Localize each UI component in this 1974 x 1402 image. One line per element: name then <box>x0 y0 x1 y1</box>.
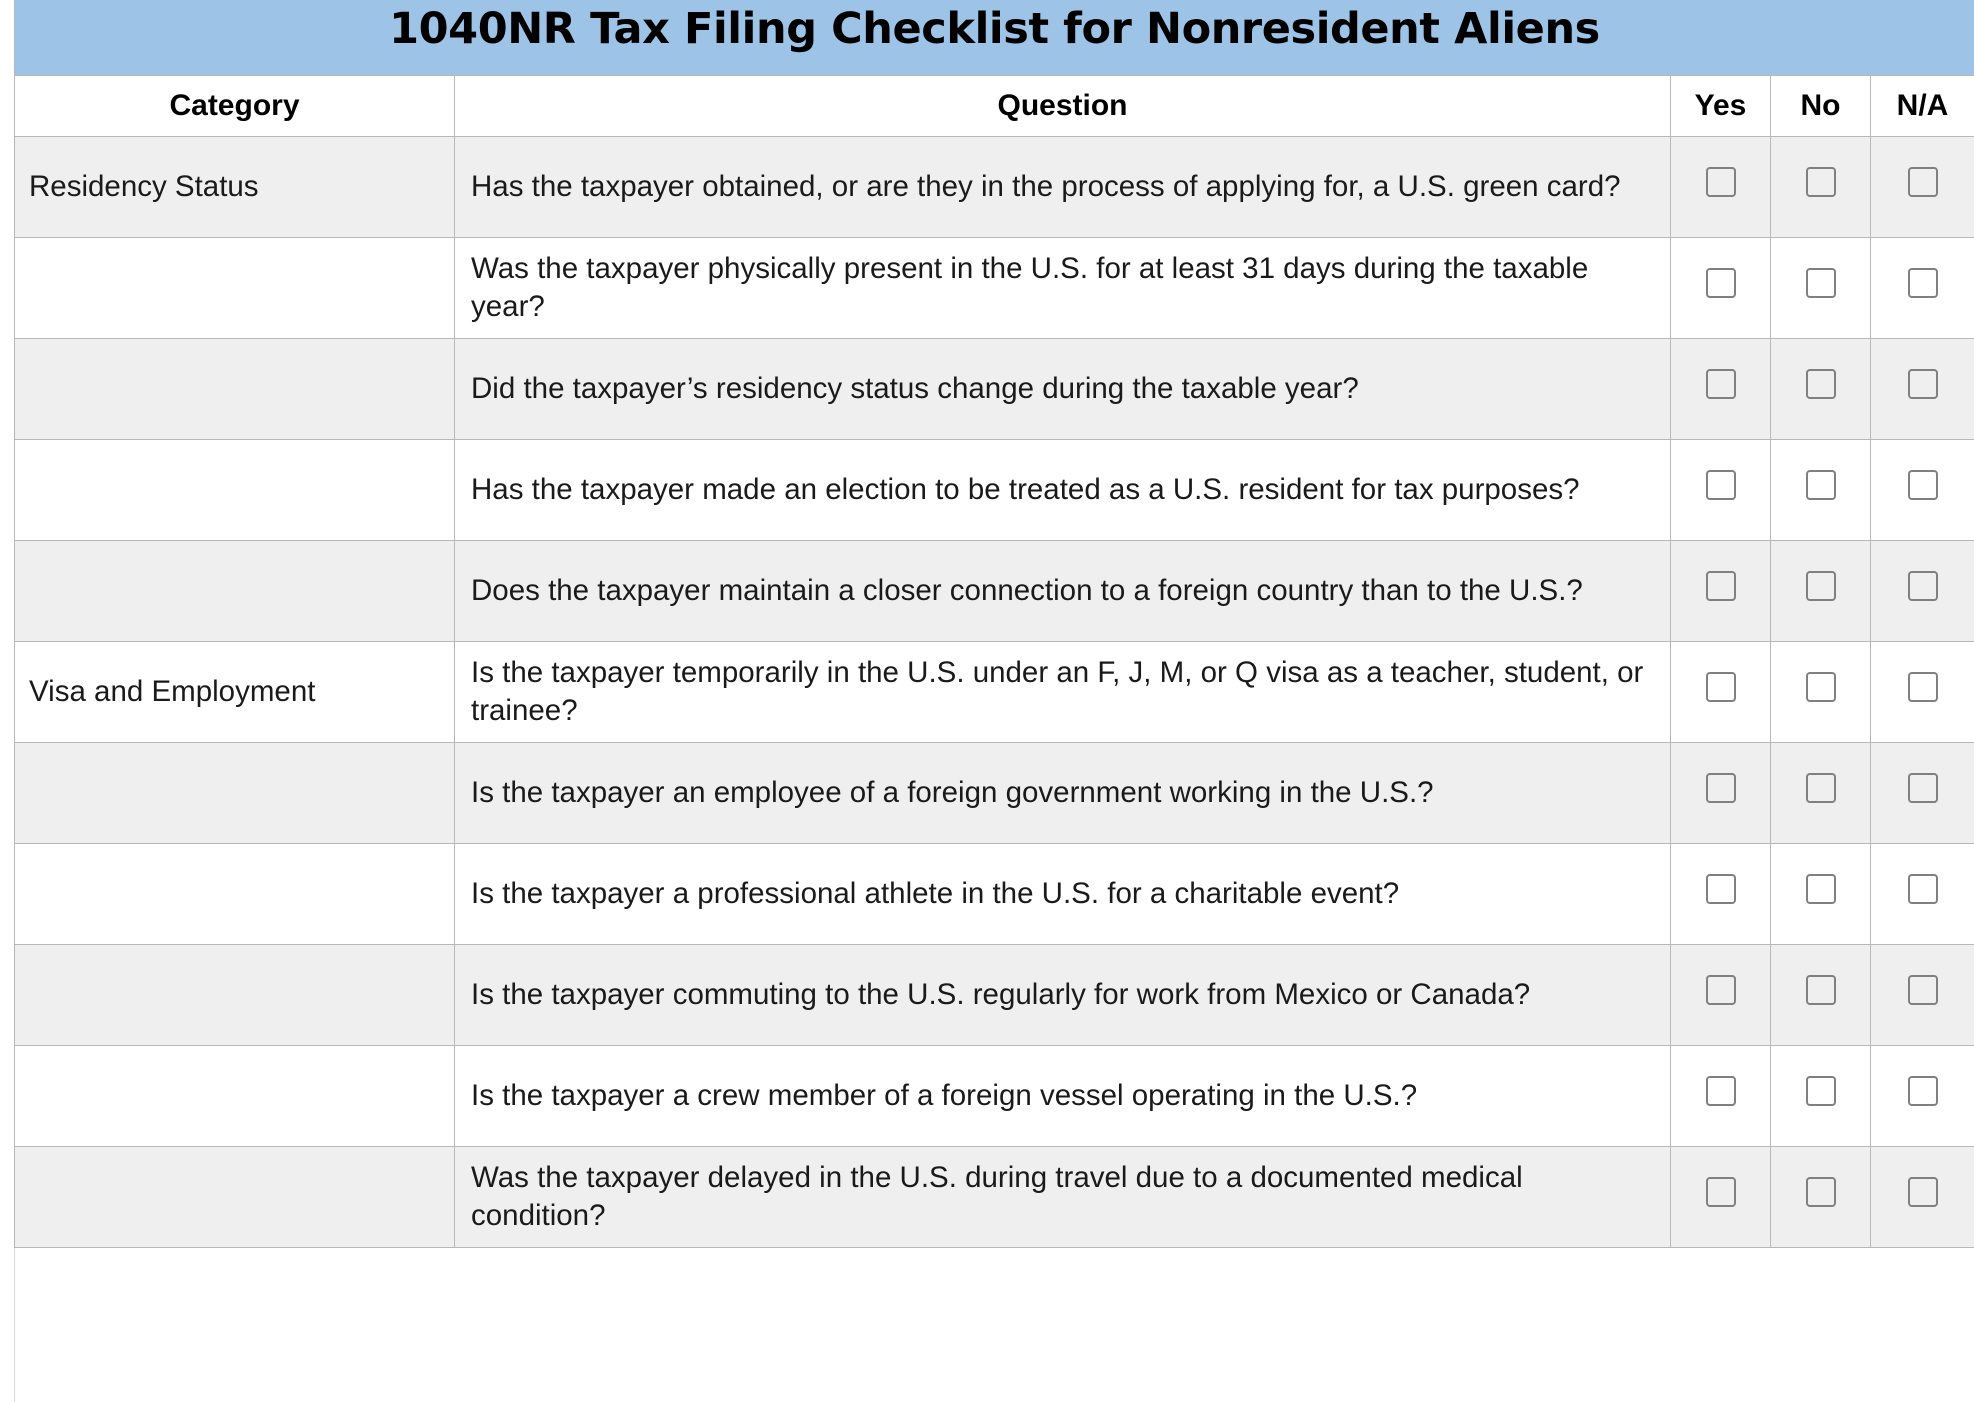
checkbox-na[interactable] <box>1908 773 1938 803</box>
table-row <box>15 844 1974 945</box>
row-category: Visa and Employment <box>15 642 455 743</box>
row-no-cell[interactable] <box>1771 1046 1871 1147</box>
checkbox-yes[interactable] <box>1706 773 1736 803</box>
table-row <box>15 238 1974 339</box>
row-yes-cell[interactable] <box>1671 339 1771 440</box>
checkbox-yes[interactable] <box>1706 369 1736 399</box>
checkbox-yes[interactable] <box>1706 1076 1736 1106</box>
row-na-cell[interactable] <box>1871 1046 1974 1147</box>
checkbox-na[interactable] <box>1908 571 1938 601</box>
row-yes-cell[interactable] <box>1671 844 1771 945</box>
row-yes-cell[interactable] <box>1671 642 1771 743</box>
row-na-cell[interactable] <box>1871 339 1974 440</box>
row-na-cell[interactable] <box>1871 238 1974 339</box>
row-no-cell[interactable] <box>1771 743 1871 844</box>
checkbox-yes[interactable] <box>1706 167 1736 197</box>
checkbox-na[interactable] <box>1908 268 1938 298</box>
checkbox-yes[interactable] <box>1706 1177 1736 1207</box>
checkbox-yes[interactable] <box>1706 874 1736 904</box>
table-row <box>15 1147 1974 1248</box>
row-question: Does the taxpayer maintain a closer connection to a foreign country than to the U.S.? <box>455 541 1671 642</box>
checkbox-na[interactable] <box>1908 167 1938 197</box>
row-no-cell[interactable] <box>1771 642 1871 743</box>
checkbox-no[interactable] <box>1806 470 1836 500</box>
row-category <box>15 743 455 844</box>
table-row <box>15 339 1974 440</box>
checkbox-yes[interactable] <box>1706 470 1736 500</box>
row-category <box>15 238 455 339</box>
checkbox-no[interactable] <box>1806 167 1836 197</box>
checkbox-no[interactable] <box>1806 1177 1836 1207</box>
row-no-cell[interactable] <box>1771 137 1871 238</box>
checkbox-na[interactable] <box>1908 672 1938 702</box>
row-yes-cell[interactable] <box>1671 440 1771 541</box>
row-na-cell[interactable] <box>1871 743 1974 844</box>
row-no-cell[interactable] <box>1771 1147 1871 1248</box>
row-na-cell[interactable] <box>1871 137 1974 238</box>
row-yes-cell[interactable] <box>1671 1046 1771 1147</box>
row-category <box>15 440 455 541</box>
row-yes-cell[interactable] <box>1671 1147 1771 1248</box>
row-category <box>15 945 455 1046</box>
row-yes-cell[interactable] <box>1671 541 1771 642</box>
row-question: Did the taxpayer’s residency status change during the taxable year? <box>455 339 1671 440</box>
checkbox-yes[interactable] <box>1706 975 1736 1005</box>
table-header-row <box>15 76 1974 137</box>
row-question: Has the taxpayer made an election to be treated as a U.S. resident for tax purposes? <box>455 440 1671 541</box>
row-no-cell[interactable] <box>1771 844 1871 945</box>
table-row <box>15 137 1974 238</box>
column-header-yes: Yes <box>1671 76 1771 137</box>
row-na-cell[interactable] <box>1871 541 1974 642</box>
row-category <box>15 541 455 642</box>
checkbox-no[interactable] <box>1806 672 1836 702</box>
table-row <box>15 945 1974 1046</box>
table-row <box>15 642 1974 743</box>
row-no-cell[interactable] <box>1771 440 1871 541</box>
checkbox-na[interactable] <box>1908 470 1938 500</box>
row-yes-cell[interactable] <box>1671 137 1771 238</box>
row-no-cell[interactable] <box>1771 945 1871 1046</box>
table-row <box>15 743 1974 844</box>
row-no-cell[interactable] <box>1771 541 1871 642</box>
row-question: Is the taxpayer a crew member of a foreign vessel operating in the U.S.? <box>455 1046 1671 1147</box>
row-category <box>15 339 455 440</box>
table-row <box>15 440 1974 541</box>
checkbox-na[interactable] <box>1908 975 1938 1005</box>
checkbox-yes[interactable] <box>1706 571 1736 601</box>
row-no-cell[interactable] <box>1771 339 1871 440</box>
row-question: Was the taxpayer delayed in the U.S. during travel due to a documented medical condition? <box>455 1147 1671 1248</box>
checkbox-no[interactable] <box>1806 571 1836 601</box>
checklist-table <box>14 0 1974 1248</box>
row-category <box>15 844 455 945</box>
checkbox-no[interactable] <box>1806 874 1836 904</box>
checkbox-no[interactable] <box>1806 369 1836 399</box>
row-na-cell[interactable] <box>1871 844 1974 945</box>
row-na-cell[interactable] <box>1871 440 1974 541</box>
column-header-question: Question <box>455 76 1671 137</box>
checkbox-na[interactable] <box>1908 1076 1938 1106</box>
table-row <box>15 541 1974 642</box>
checkbox-yes[interactable] <box>1706 672 1736 702</box>
checkbox-no[interactable] <box>1806 773 1836 803</box>
table-row <box>15 1046 1974 1147</box>
checkbox-no[interactable] <box>1806 268 1836 298</box>
row-question: Is the taxpayer an employee of a foreign government working in the U.S.? <box>455 743 1671 844</box>
row-yes-cell[interactable] <box>1671 238 1771 339</box>
row-category <box>15 1147 455 1248</box>
document-title-row <box>15 0 1974 76</box>
checkbox-na[interactable] <box>1908 874 1938 904</box>
column-header-na: N/A <box>1871 76 1974 137</box>
row-category: Residency Status <box>15 137 455 238</box>
column-header-no: No <box>1771 76 1871 137</box>
row-question: Is the taxpayer commuting to the U.S. regularly for work from Mexico or Canada? <box>455 945 1671 1046</box>
row-category <box>15 1046 455 1147</box>
row-na-cell[interactable] <box>1871 1147 1974 1248</box>
row-na-cell[interactable] <box>1871 945 1974 1046</box>
checkbox-na[interactable] <box>1908 369 1938 399</box>
row-yes-cell[interactable] <box>1671 743 1771 844</box>
row-na-cell[interactable] <box>1871 642 1974 743</box>
checkbox-no[interactable] <box>1806 1076 1836 1106</box>
column-header-category: Category <box>15 76 455 137</box>
row-yes-cell[interactable] <box>1671 945 1771 1046</box>
row-question: Is the taxpayer temporarily in the U.S. under an F, J, M, or Q visa as a teacher, student, or trainee? <box>455 642 1671 743</box>
checkbox-yes[interactable] <box>1706 268 1736 298</box>
row-no-cell[interactable] <box>1771 238 1871 339</box>
checkbox-no[interactable] <box>1806 975 1836 1005</box>
checkbox-na[interactable] <box>1908 1177 1938 1207</box>
row-question: Is the taxpayer a professional athlete in the U.S. for a charitable event? <box>455 844 1671 945</box>
document-title: 1040NR Tax Filing Checklist for Nonresident Aliens <box>15 0 1974 76</box>
row-question: Has the taxpayer obtained, or are they in the process of applying for, a U.S. green card? <box>455 137 1671 238</box>
row-question: Was the taxpayer physically present in the U.S. for at least 31 days during the taxable year? <box>455 238 1671 339</box>
